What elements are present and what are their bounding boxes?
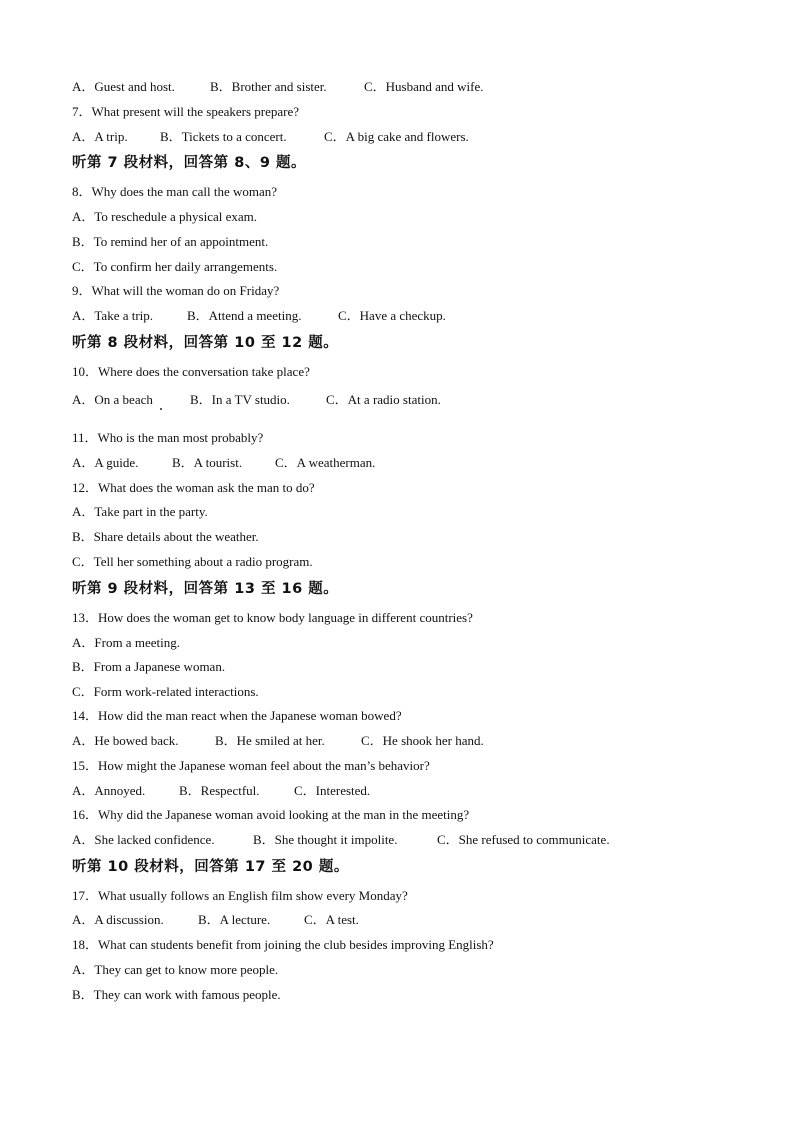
question-10: 10．Where does the conversation take place? xyxy=(72,364,310,379)
q13-option-a: A．From a meeting. xyxy=(72,635,180,650)
q11-option-c: C．A weatherman. xyxy=(275,455,376,470)
section-heading-7: 听第 7 段材料，回答第 8、9 题。 xyxy=(72,155,306,171)
q17-option-b: B．A lecture. xyxy=(198,912,271,927)
q13-option-c: C．Form work-related interactions. xyxy=(72,684,259,699)
question-16: 16．Why did the Japanese woman avoid looking at the man in the meeting? xyxy=(72,807,470,822)
q17-option-a: A．A discussion. xyxy=(72,912,164,927)
q9-option-b: B．Attend a meeting. xyxy=(187,308,302,323)
question-17: 17．What usually follows an English film show every Monday? xyxy=(72,888,408,903)
q7-option-c: C．A big cake and flowers. xyxy=(324,129,469,144)
q12-option-b: B．Share details about the weather. xyxy=(72,529,259,544)
q15-option-b: B．Respectful. xyxy=(179,783,260,798)
q11-option-b: B．A tourist. xyxy=(172,455,243,470)
q17-option-c: C．A test. xyxy=(304,912,359,927)
question-9: 9．What will the woman do on Friday? xyxy=(72,283,280,298)
q14-option-a: A．He bowed back. xyxy=(72,733,179,748)
q14-option-b: B．He smiled at her. xyxy=(215,733,325,748)
q16-option-c: C．She refused to communicate. xyxy=(437,832,610,847)
question-11: 11．Who is the man most probably? xyxy=(72,430,264,445)
q14-option-c: C．He shook her hand. xyxy=(361,733,484,748)
section-heading-10: 听第 10 段材料，回答第 17 至 20 题。 xyxy=(72,859,349,875)
q9-option-a: A．Take a trip. xyxy=(72,308,154,323)
q12-option-a: A．Take part in the party. xyxy=(72,504,208,519)
question-12: 12．What does the woman ask the man to do? xyxy=(72,480,315,495)
question-14: 14．How did the man react when the Japanese woman bowed? xyxy=(72,708,402,723)
q7-option-b: B．Tickets to a concert. xyxy=(160,129,287,144)
q7-option-a: A．A trip. xyxy=(72,129,128,144)
section-heading-9: 听第 9 段材料，回答第 13 至 16 题。 xyxy=(72,581,339,597)
stray-dot-mark xyxy=(160,408,162,410)
q10-option-a: A．On a beach xyxy=(72,392,153,407)
section-heading-8: 听第 8 段材料，回答第 10 至 12 题。 xyxy=(72,335,339,351)
q11-option-a: A．A guide. xyxy=(72,455,139,470)
question-8: 8．Why does the man call the woman? xyxy=(72,184,278,199)
question-18: 18．What can students benefit from joining the club besides improving English? xyxy=(72,937,494,952)
q6-option-b: B．Brother and sister. xyxy=(210,79,327,94)
q10-option-c: C．At a radio station. xyxy=(326,392,441,407)
question-13: 13．How does the woman get to know body language in different countries? xyxy=(72,610,473,625)
question-7: 7．What present will the speakers prepare? xyxy=(72,104,300,119)
q15-option-c: C．Interested. xyxy=(294,783,371,798)
q16-option-a: A．She lacked confidence. xyxy=(72,832,215,847)
q6-option-a: A．Guest and host. xyxy=(72,79,175,94)
q15-option-a: A．Annoyed. xyxy=(72,783,146,798)
q18-option-a: A．They can get to know more people. xyxy=(72,962,279,977)
q18-option-b: B．They can work with famous people. xyxy=(72,987,281,1002)
q10-option-b: B．In a TV studio. xyxy=(190,392,290,407)
q12-option-c: C．Tell her something about a radio program. xyxy=(72,554,313,569)
q8-option-c: C．To confirm her daily arrangements. xyxy=(72,259,278,274)
q16-option-b: B．She thought it impolite. xyxy=(253,832,398,847)
question-15: 15．How might the Japanese woman feel about the man’s behavior? xyxy=(72,758,430,773)
q8-option-a: A．To reschedule a physical exam. xyxy=(72,209,257,224)
q8-option-b: B．To remind her of an appointment. xyxy=(72,234,269,249)
q13-option-b: B．From a Japanese woman. xyxy=(72,659,226,674)
q6-option-c: C．Husband and wife. xyxy=(364,79,484,94)
q9-option-c: C．Have a checkup. xyxy=(338,308,446,323)
